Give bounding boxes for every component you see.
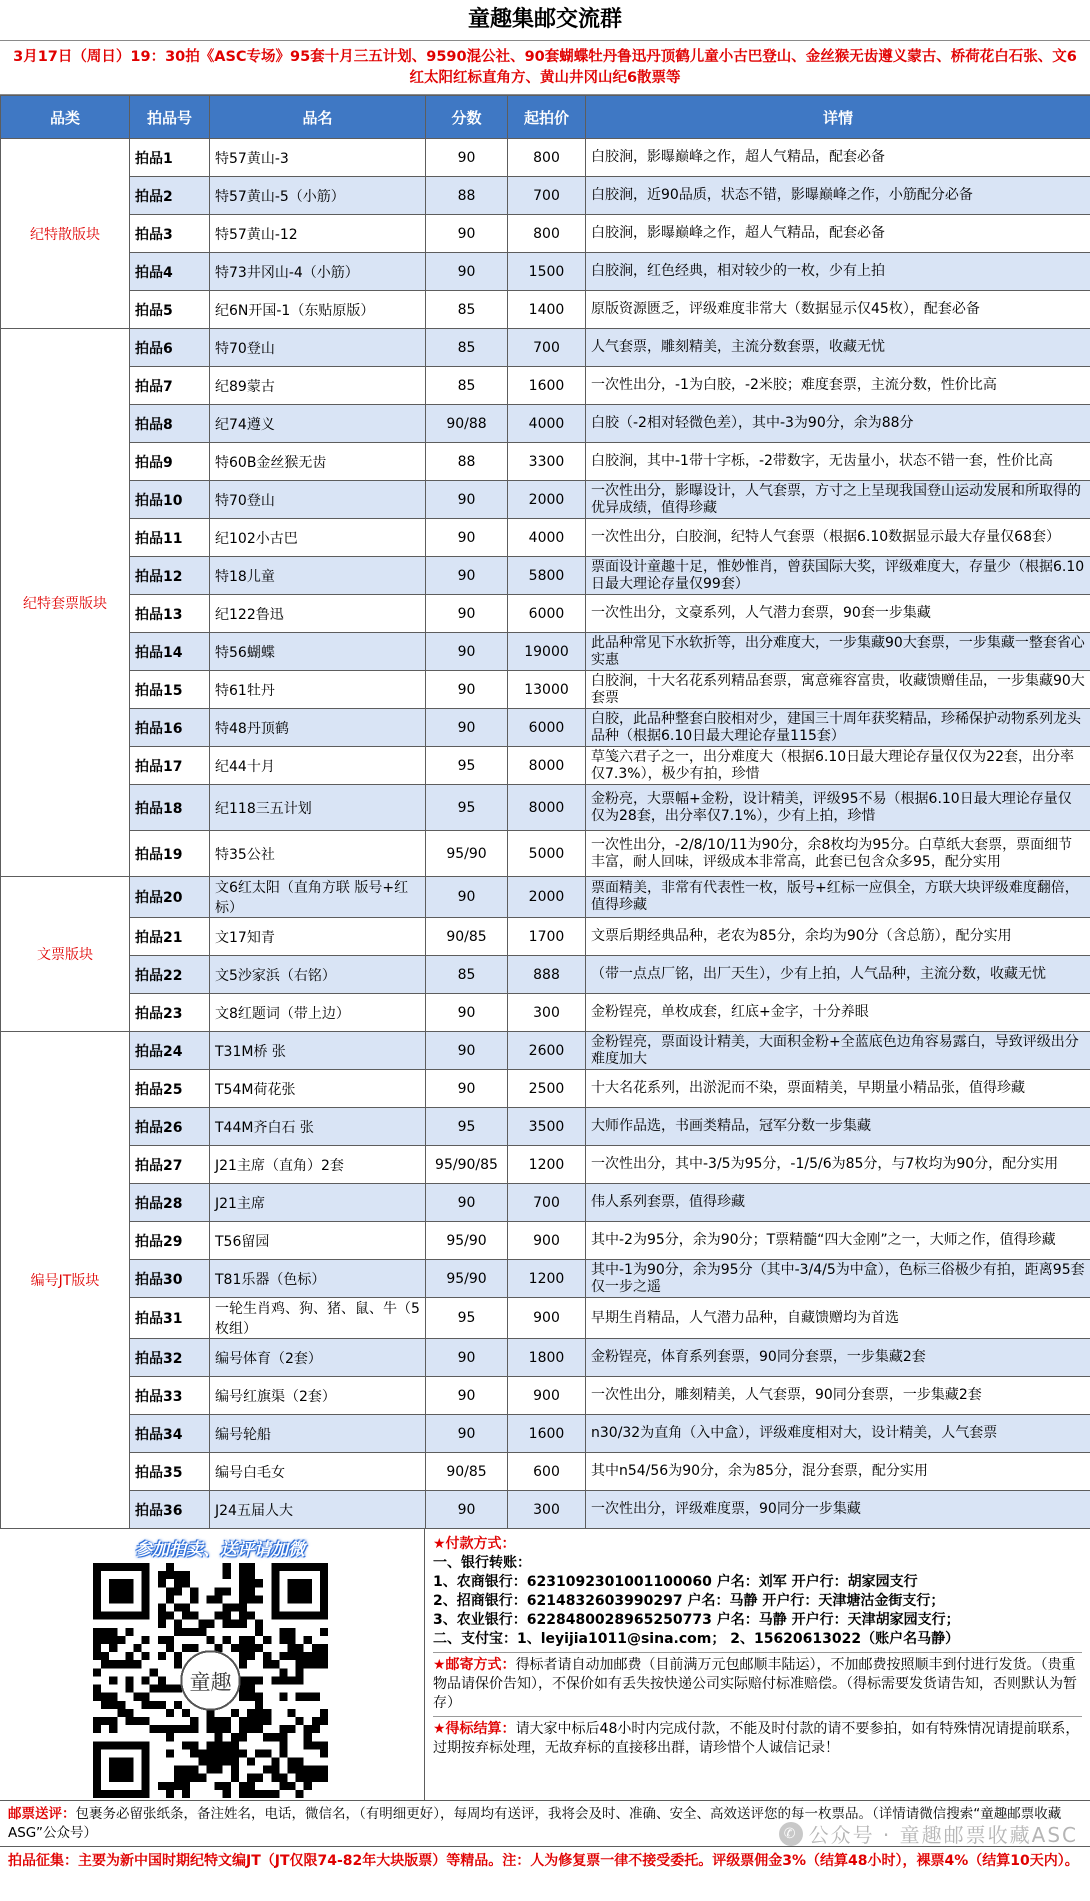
name-cell: 纪102小古巴 — [210, 519, 426, 557]
detail-cell: 白胶涧，影曝巅峰之作，超人气精品，配套必备 — [586, 215, 1090, 253]
name-cell: 一轮生肖鸡、狗、猪、鼠、牛（5枚组） — [210, 1298, 426, 1339]
table-row — [1, 139, 1090, 177]
name-cell: T81乐器（色标） — [210, 1260, 426, 1298]
lot-cell: 拍品13 — [130, 595, 210, 633]
lot-cell: 拍品12 — [130, 557, 210, 595]
name-cell: 编号白毛女 — [210, 1453, 426, 1491]
detail-cell: 人气套票，雕刻精美，主流分数套票，收藏无忧 — [586, 329, 1090, 367]
detail-cell: 票面精美，非常有代表性一枚，版号+红标一应俱全，方联大块评级难度翻倍，值得珍藏 — [586, 877, 1090, 918]
table-row — [1, 671, 1090, 709]
detail-cell: n30/32为直角（入中盒），评级难度相对大，设计精美，人气套票 — [586, 1415, 1090, 1453]
price-cell: 2500 — [508, 1070, 586, 1108]
price-cell: 1600 — [508, 367, 586, 405]
table-row — [1, 329, 1090, 367]
detail-cell: 一次性出分，-2/8/10/11为90分，余8枚均为95分。白草纸大套票，票面细节丰富，耐人回味，评级成本非常高，此套已包含众多95，配分实用 — [586, 831, 1090, 877]
score-cell: 85 — [426, 367, 508, 405]
score-cell: 90/85 — [426, 1453, 508, 1491]
lot-cell: 拍品14 — [130, 633, 210, 671]
detail-cell: 金粉锃亮，单枚成套，红底+金字，十分养眼 — [586, 994, 1090, 1032]
settle-section — [433, 1720, 1082, 1761]
watermark — [779, 1819, 1078, 1848]
footer — [0, 1801, 1090, 1901]
mail-text: 得标者请自动加邮费（目前满万元包邮顺丰陆运），不加邮费按照顺丰到付进行发货。（贵重物品请保价告知），不保价如有丢失按快递公司实际赔付标准赔偿。（得标需要发货请告知，否则默认为暂存） — [433, 1657, 1077, 1711]
detail-cell: 白胶涧，红色经典，相对较少的一枚，少有上拍 — [586, 253, 1090, 291]
name-cell: 特18儿童 — [210, 557, 426, 595]
wechat-qr-code[interactable] — [93, 1563, 328, 1798]
score-cell: 90/85 — [426, 918, 508, 956]
table-row — [1, 1108, 1090, 1146]
table-row — [1, 633, 1090, 671]
detail-cell: 一次性出分，雕刻精美，人气套票，90同分套票，一步集藏2套 — [586, 1377, 1090, 1415]
category-cell: 编号JT版块 — [1, 1032, 130, 1529]
price-cell: 900 — [508, 1377, 586, 1415]
price-cell: 900 — [508, 1298, 586, 1339]
lot-cell: 拍品22 — [130, 956, 210, 994]
lot-cell: 拍品8 — [130, 405, 210, 443]
table-row — [1, 367, 1090, 405]
name-cell: 特70登山 — [210, 481, 426, 519]
table-row — [1, 1146, 1090, 1184]
table-row — [1, 1415, 1090, 1453]
qr-caption: 参加拍卖、送评请加微 — [135, 1540, 305, 1560]
name-cell: 特57黄山-12 — [210, 215, 426, 253]
lot-cell: 拍品25 — [130, 1070, 210, 1108]
price-cell: 8000 — [508, 747, 586, 785]
lot-cell: 拍品35 — [130, 1453, 210, 1491]
info-panel — [0, 1528, 1090, 1801]
name-cell: 特35公社 — [210, 831, 426, 877]
table-row — [1, 595, 1090, 633]
bank-line: 2、招商银行：6214832603990297 户名：马静 开户行：天津塘沽金街支行； — [433, 1593, 945, 1609]
detail-cell: 一次性出分，评级难度票，90同分一步集藏 — [586, 1491, 1090, 1529]
score-cell: 90 — [426, 557, 508, 595]
price-cell: 2000 — [508, 481, 586, 519]
name-cell: 特73井冈山-4（小筋） — [210, 253, 426, 291]
table-header-row — [1, 96, 1090, 139]
score-cell: 90 — [426, 1339, 508, 1377]
lot-cell: 拍品34 — [130, 1415, 210, 1453]
table-row — [1, 291, 1090, 329]
name-cell: J21主席（直角）2套 — [210, 1146, 426, 1184]
score-cell: 95/90 — [426, 1260, 508, 1298]
header-category: 品类 — [1, 96, 130, 139]
table-row — [1, 557, 1090, 595]
category-cell: 文票版块 — [1, 877, 130, 1032]
mail-section — [433, 1656, 1082, 1717]
table-row — [1, 994, 1090, 1032]
detail-cell: 其中-2为95分，余为90分；T票精髓“四大金刚”之一，大师之作，值得珍藏 — [586, 1222, 1090, 1260]
score-cell: 95/90 — [426, 1222, 508, 1260]
table-row — [1, 1222, 1090, 1260]
score-cell: 90 — [426, 595, 508, 633]
settle-text: 请大家中标后48小时内完成付款，不能及时付款的请不要参拍，如有特殊情况请提前联系，过期按弃标处理，无故弃标的直接移出群，请珍惜个人诚信记录！ — [433, 1721, 1080, 1756]
header-price: 起拍价 — [508, 96, 586, 139]
name-cell: 特56蝴蝶 — [210, 633, 426, 671]
mail-heading: ★邮寄方式： — [433, 1657, 516, 1673]
lot-cell: 拍品19 — [130, 831, 210, 877]
table-row — [1, 1032, 1090, 1070]
score-cell: 90 — [426, 139, 508, 177]
send-label: 邮票送评： — [8, 1806, 76, 1822]
collect-label: 拍品征集： — [8, 1853, 78, 1869]
name-cell: 特57黄山-3 — [210, 139, 426, 177]
name-cell: 编号轮船 — [210, 1415, 426, 1453]
score-cell: 90 — [426, 1070, 508, 1108]
name-cell: J21主席 — [210, 1184, 426, 1222]
lot-cell: 拍品17 — [130, 747, 210, 785]
settle-heading: ★得标结算： — [433, 1721, 516, 1737]
detail-cell: （带一点点厂铭，出厂天生），少有上拍，人气品种，主流分数，收藏无忧 — [586, 956, 1090, 994]
payment-heading: ★付款方式： — [433, 1536, 516, 1552]
logo-text: 童趣 — [189, 1669, 232, 1695]
detail-cell: 早期生肖精品，人气潜力品种，自藏馈赠均为首选 — [586, 1298, 1090, 1339]
lot-cell: 拍品28 — [130, 1184, 210, 1222]
lot-cell: 拍品15 — [130, 671, 210, 709]
price-cell: 888 — [508, 956, 586, 994]
detail-cell: 白胶涧，近90品质，状态不错，影曝巅峰之作，小筋配分必备 — [586, 177, 1090, 215]
payment-panel — [425, 1529, 1090, 1800]
score-cell: 88 — [426, 443, 508, 481]
table-row — [1, 918, 1090, 956]
price-cell: 1200 — [508, 1260, 586, 1298]
score-cell: 85 — [426, 956, 508, 994]
name-cell: 编号体育（2套） — [210, 1339, 426, 1377]
table-row — [1, 747, 1090, 785]
lot-cell: 拍品31 — [130, 1298, 210, 1339]
lot-cell: 拍品32 — [130, 1339, 210, 1377]
table-row — [1, 443, 1090, 481]
name-cell: 特48丹顶鹤 — [210, 709, 426, 747]
price-cell: 2000 — [508, 877, 586, 918]
score-cell: 90 — [426, 1491, 508, 1529]
name-cell: 纪74遵义 — [210, 405, 426, 443]
table-row — [1, 405, 1090, 443]
lot-cell: 拍品21 — [130, 918, 210, 956]
price-cell: 700 — [508, 177, 586, 215]
price-cell: 900 — [508, 1222, 586, 1260]
price-cell: 19000 — [508, 633, 586, 671]
score-cell: 90 — [426, 877, 508, 918]
detail-cell: 一次性出分，白胶涧，纪特人气套票（根据6.10数据显示最大存量仅68套） — [586, 519, 1090, 557]
name-cell: 编号红旗渠（2套） — [210, 1377, 426, 1415]
price-cell: 3300 — [508, 443, 586, 481]
lot-cell: 拍品20 — [130, 877, 210, 918]
score-cell: 95/90/85 — [426, 1146, 508, 1184]
table-row — [1, 253, 1090, 291]
price-cell: 5800 — [508, 557, 586, 595]
lot-cell: 拍品4 — [130, 253, 210, 291]
price-cell: 600 — [508, 1453, 586, 1491]
auction-notice: 3月17日（周日）19：30拍《ASC专场》95套十月三五计划、9590混公社、90套蝴蝶牡丹鲁迅丹顶鹤儿童小古巴登山、金丝猴无齿遵义蒙古、桥荷花白石张、文6红太阳红标直角方、黄山井冈山纪6散票等 — [0, 41, 1090, 95]
detail-cell: 草笺六君子之一，出分难度大（根据6.10日最大理论存量仅仅为22套，出分率仅7.3%），极少有拍，珍惜 — [586, 747, 1090, 785]
page-title: 童趣集邮交流群 — [0, 0, 1090, 41]
price-cell: 1200 — [508, 1146, 586, 1184]
table-row — [1, 1070, 1090, 1108]
name-cell: 特61牡丹 — [210, 671, 426, 709]
category-cell: 纪特散版块 — [1, 139, 130, 329]
price-cell: 13000 — [508, 671, 586, 709]
name-cell: T44M齐白石 张 — [210, 1108, 426, 1146]
detail-cell: 票面设计童趣十足，惟妙惟肖，曾获国际大奖，评级难度大，存量少（根据6.10日最大理论存量仅99套） — [586, 557, 1090, 595]
name-cell: T56留园 — [210, 1222, 426, 1260]
detail-cell: 其中-1为90分，余为95分（其中-3/4/5为中盒），色标三俗极少有拍，距离95套仅一步之遥 — [586, 1260, 1090, 1298]
score-cell: 88 — [426, 177, 508, 215]
detail-cell: 十大名花系列，出淤泥而不染，票面精美，早期量小精品张，值得珍藏 — [586, 1070, 1090, 1108]
payment-section — [433, 1535, 1082, 1653]
lot-cell: 拍品30 — [130, 1260, 210, 1298]
score-cell: 95 — [426, 785, 508, 831]
collect-text: 主要为新中国时期纪特文编JT（JT仅限74-82年大块版票）等精品。注：人为修复票一律不接受委托。评级票佣金3%（结算48小时），裸票4%（结算10天内）。 — [78, 1853, 1079, 1869]
table-row — [1, 1453, 1090, 1491]
score-cell: 90 — [426, 994, 508, 1032]
name-cell: 纪118三五计划 — [210, 785, 426, 831]
table-row — [1, 956, 1090, 994]
header-detail: 详情 — [586, 96, 1090, 139]
price-cell: 700 — [508, 1184, 586, 1222]
price-cell: 700 — [508, 329, 586, 367]
name-cell: T54M荷花张 — [210, 1070, 426, 1108]
price-cell: 2600 — [508, 1032, 586, 1070]
price-cell: 6000 — [508, 709, 586, 747]
table-row — [1, 709, 1090, 747]
lot-cell: 拍品1 — [130, 139, 210, 177]
score-cell: 95/90 — [426, 831, 508, 877]
score-cell: 90 — [426, 1184, 508, 1222]
detail-cell: 原版资源匮乏，评级难度非常大（数据显示仅45枚），配套必备 — [586, 291, 1090, 329]
score-cell: 95 — [426, 747, 508, 785]
alipay-line: 二、支付宝：1、leyijia1011@sina.com； 2、15620613022（账户名马静） — [433, 1631, 960, 1647]
table-row — [1, 1491, 1090, 1529]
detail-cell: 文票后期经典品种，老农为85分，余均为90分（含总筋），配分实用 — [586, 918, 1090, 956]
price-cell: 1600 — [508, 1415, 586, 1453]
score-cell: 90 — [426, 709, 508, 747]
score-cell: 85 — [426, 329, 508, 367]
lot-cell: 拍品11 — [130, 519, 210, 557]
price-cell: 300 — [508, 1491, 586, 1529]
table-row — [1, 1339, 1090, 1377]
detail-cell: 一次性出分，影曝设计，人气套票，方寸之上呈现我国登山运动发展和所取得的优异成绩，值得珍藏 — [586, 481, 1090, 519]
detail-cell: 此品种常见下水软折等，出分难度大，一步集藏90大套票，一步集藏一整套省心实惠 — [586, 633, 1090, 671]
table-row — [1, 877, 1090, 918]
detail-cell: 白胶涧，影曝巅峰之作，超人气精品，配套必备 — [586, 139, 1090, 177]
price-cell: 1400 — [508, 291, 586, 329]
name-cell: 文8红题词（带上边） — [210, 994, 426, 1032]
table-row — [1, 831, 1090, 877]
score-cell: 90/88 — [426, 405, 508, 443]
detail-cell: 金粉锃亮，体育系列套票，90同分套票，一步集藏2套 — [586, 1339, 1090, 1377]
score-cell: 90 — [426, 1415, 508, 1453]
lot-cell: 拍品16 — [130, 709, 210, 747]
lot-cell: 拍品18 — [130, 785, 210, 831]
price-cell: 4000 — [508, 405, 586, 443]
table-row — [1, 1260, 1090, 1298]
detail-cell: 其中n54/56为90分，余为85分，混分套票，配分实用 — [586, 1453, 1090, 1491]
lot-cell: 拍品36 — [130, 1491, 210, 1529]
header-lot: 拍品号 — [130, 96, 210, 139]
price-cell: 300 — [508, 994, 586, 1032]
score-cell: 90 — [426, 519, 508, 557]
category-cell: 纪特套票版块 — [1, 329, 130, 877]
detail-cell: 金粉锃亮，票面设计精美，大面积金粉+全蓝底色边角容易露白，导致评级出分难度加大 — [586, 1032, 1090, 1070]
name-cell: 文17知青 — [210, 918, 426, 956]
score-cell: 90 — [426, 1377, 508, 1415]
send-text: 包裹务必留张纸条，备注姓名，电话，微信名，（有明细更好），每周均有送评，我将会及时、准确、安全、高效送评您的每一枚票品。（详情请微信搜索“童趣邮票收藏ASG”公众号） — [8, 1806, 1062, 1841]
name-cell: 纪6N开国-1（东贴原版） — [210, 291, 426, 329]
lot-cell: 拍品33 — [130, 1377, 210, 1415]
lot-cell: 拍品24 — [130, 1032, 210, 1070]
price-cell: 8000 — [508, 785, 586, 831]
table-row — [1, 215, 1090, 253]
price-cell: 6000 — [508, 595, 586, 633]
detail-cell: 金粉亮，大票幅+金粉，设计精美，评级95不易（根据6.10日最大理论存量仅仅为28套，出分率仅7.1%），少有上拍，珍惜 — [586, 785, 1090, 831]
detail-cell: 白胶，此品种整套白胶相对少，建国三十周年获奖精品，珍稀保护动物系列龙头品种（根据6.10日最大理论存量115套） — [586, 709, 1090, 747]
score-cell: 90 — [426, 633, 508, 671]
bank-title: 一、银行转账： — [433, 1555, 531, 1571]
price-cell: 1800 — [508, 1339, 586, 1377]
name-cell: 文5沙家浜（右铭） — [210, 956, 426, 994]
lot-cell: 拍品2 — [130, 177, 210, 215]
score-cell: 90 — [426, 671, 508, 709]
price-cell: 4000 — [508, 519, 586, 557]
detail-cell: 一次性出分，其中-3/5为95分，-1/5/6为85分，与7枚均为90分，配分实用 — [586, 1146, 1090, 1184]
collect-notice — [0, 1847, 1090, 1901]
score-cell: 90 — [426, 481, 508, 519]
table-row — [1, 1184, 1090, 1222]
name-cell: 特70登山 — [210, 329, 426, 367]
detail-cell: 一次性出分，-1为白胶，-2米胶；难度套票，主流分数，性价比高 — [586, 367, 1090, 405]
price-cell: 1700 — [508, 918, 586, 956]
auction-table — [0, 95, 1090, 1529]
lot-cell: 拍品29 — [130, 1222, 210, 1260]
price-cell: 3500 — [508, 1108, 586, 1146]
name-cell: J24五届人大 — [210, 1491, 426, 1529]
lot-cell: 拍品6 — [130, 329, 210, 367]
detail-cell: 伟人系列套票，值得珍藏 — [586, 1184, 1090, 1222]
table-row — [1, 1377, 1090, 1415]
watermark-text: 公众号 · 童趣邮票收藏ASC — [808, 1823, 1078, 1847]
price-cell: 1500 — [508, 253, 586, 291]
table-row — [1, 481, 1090, 519]
score-cell: 90 — [426, 215, 508, 253]
lot-cell: 拍品5 — [130, 291, 210, 329]
name-cell: 纪44十月 — [210, 747, 426, 785]
lot-cell: 拍品3 — [130, 215, 210, 253]
wechat-icon: ✆ — [779, 1822, 803, 1846]
score-cell: 90 — [426, 253, 508, 291]
table-row — [1, 1298, 1090, 1339]
detail-cell: 大师作品选，书画类精品，冠军分数一步集藏 — [586, 1108, 1090, 1146]
price-cell: 800 — [508, 215, 586, 253]
header-score: 分数 — [426, 96, 508, 139]
lot-cell: 拍品7 — [130, 367, 210, 405]
qr-panel — [0, 1529, 425, 1800]
detail-cell: 一次性出分，文豪系列，人气潜力套票，90套一步集藏 — [586, 595, 1090, 633]
score-cell: 90 — [426, 1032, 508, 1070]
lot-cell: 拍品26 — [130, 1108, 210, 1146]
name-cell: T31M桥 张 — [210, 1032, 426, 1070]
name-cell: 纪89蒙古 — [210, 367, 426, 405]
name-cell: 特60B金丝猴无齿 — [210, 443, 426, 481]
header-name: 品名 — [210, 96, 426, 139]
table-row — [1, 177, 1090, 215]
table-row — [1, 519, 1090, 557]
lot-cell: 拍品9 — [130, 443, 210, 481]
detail-cell: 白胶涧，其中-1带十字栎，-2带数字，无齿量小，状态不错一套，性价比高 — [586, 443, 1090, 481]
detail-cell: 白胶（-2相对轻微色差），其中-3为90分，余为88分 — [586, 405, 1090, 443]
lot-cell: 拍品23 — [130, 994, 210, 1032]
detail-cell: 白胶涧，十大名花系列精品套票，寓意雍容富贵，收藏馈赠佳品，一步集藏90大套票 — [586, 671, 1090, 709]
bank-line: 1、农商银行：6231092301001100060 户名：刘军 开户行：胡家园支行 — [433, 1574, 918, 1590]
lot-cell: 拍品27 — [130, 1146, 210, 1184]
price-cell: 800 — [508, 139, 586, 177]
bank-line: 3、农业银行：6228480028965250773 户名：马静 开户行：天津胡家园支行； — [433, 1612, 960, 1628]
score-cell: 95 — [426, 1298, 508, 1339]
name-cell: 文6红太阳（直角方联 版号+红标） — [210, 877, 426, 918]
score-cell: 95 — [426, 1108, 508, 1146]
name-cell: 特57黄山-5（小筋） — [210, 177, 426, 215]
price-cell: 5000 — [508, 831, 586, 877]
name-cell: 纪122鲁迅 — [210, 595, 426, 633]
table-row — [1, 785, 1090, 831]
lot-cell: 拍品10 — [130, 481, 210, 519]
score-cell: 85 — [426, 291, 508, 329]
